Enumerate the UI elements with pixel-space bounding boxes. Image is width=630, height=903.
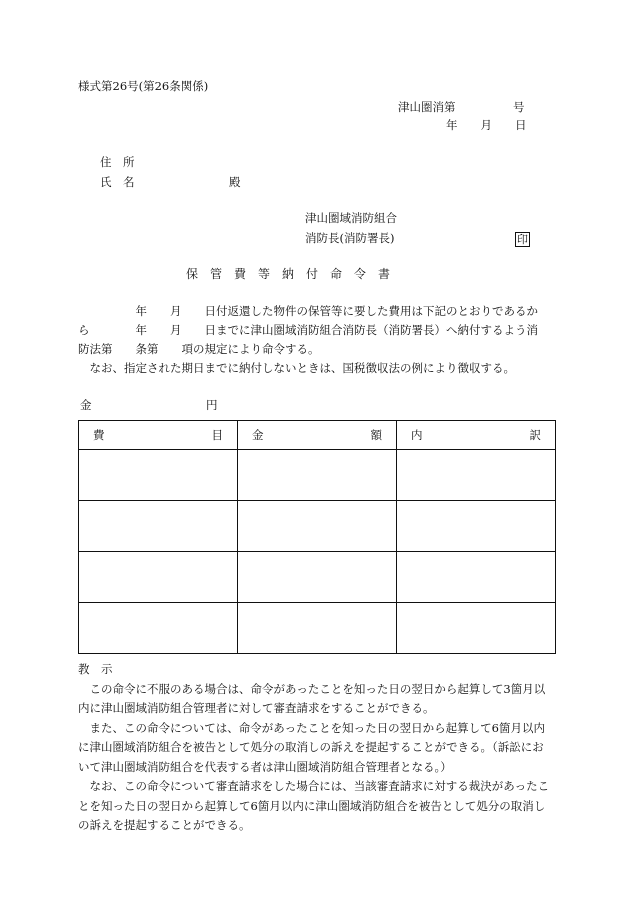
body-line-1: 年 月 日付返還した物件の保管等に要した費用は下記のとおりであるか bbox=[78, 304, 538, 318]
seal-mark bbox=[515, 231, 530, 247]
honorific: 殿 bbox=[229, 175, 241, 189]
table-row bbox=[79, 501, 556, 552]
fee-table bbox=[78, 420, 556, 654]
table-row bbox=[79, 450, 556, 501]
table-cell[interactable] bbox=[238, 552, 397, 603]
table-cell[interactable] bbox=[397, 552, 556, 603]
amount-label: 金 bbox=[80, 398, 92, 412]
issuer-organization: 津山圏域消防組合 bbox=[305, 211, 397, 225]
notice-paragraph-3: なお、この命令について審査請求をした場合には、当該審査請求に対する裁決があったことを知った日の翌日から起算して6箇月以内に津山圏域消防組合を被告として処分の取消しの訴えを提起することができる。 bbox=[78, 779, 550, 832]
header-breakdown: 内 訳 bbox=[397, 421, 556, 450]
table-cell[interactable] bbox=[79, 603, 238, 654]
name-label: 氏 名 bbox=[100, 175, 135, 189]
notice-paragraph-2: また、この命令については、命令があったことを知った日の翌日から起算して6箇月以内に津山圏域消防組合を被告として処分の取消しの訴えを提起することができる。（訴訟において津山圏域消防組合を代表する者は津山圏域消防組合管理者となる。） bbox=[78, 720, 545, 774]
table-row bbox=[79, 552, 556, 603]
seal-text: 印 bbox=[517, 233, 528, 246]
table-cell[interactable] bbox=[397, 603, 556, 654]
form-number: 様式第26号(第26条関係) bbox=[78, 79, 209, 93]
table-cell[interactable] bbox=[238, 501, 397, 552]
amount-unit: 円 bbox=[206, 398, 218, 412]
table-cell[interactable] bbox=[79, 501, 238, 552]
appeal-notice bbox=[78, 660, 552, 836]
notice-paragraph-1: この命令に不服のある場合は、命令があったことを知った日の翌日から起算して3箇月以内に津山圏域消防組合管理者に対して審査請求をすることができる。 bbox=[78, 681, 546, 715]
document-title: 保管費等納付命令書 bbox=[186, 267, 403, 281]
issue-date: 年 月 日 bbox=[446, 118, 527, 132]
address-label: 住 所 bbox=[100, 155, 135, 169]
body-line-3: 防法第 条第 項の規定により命令する。 bbox=[78, 342, 320, 356]
header-amount: 金 額 bbox=[238, 421, 397, 450]
table-cell[interactable] bbox=[79, 552, 238, 603]
header-expense-item: 費 目 bbox=[79, 421, 238, 450]
table-row bbox=[79, 603, 556, 654]
table-header-row bbox=[79, 421, 556, 450]
table-cell[interactable] bbox=[397, 450, 556, 501]
document-number: 津山圏消第 号 bbox=[398, 100, 525, 114]
body-line-4: なお、指定された期日までに納付しないときは、国税徴収法の例により徴収する。 bbox=[78, 361, 515, 375]
body-line-2: ら 年 月 日までに津山圏域消防組合消防長（消防署長）へ納付するよう消 bbox=[78, 323, 538, 337]
notice-heading: 教 示 bbox=[78, 662, 113, 676]
table-cell[interactable] bbox=[238, 450, 397, 501]
table-cell[interactable] bbox=[238, 603, 397, 654]
table-cell[interactable] bbox=[79, 450, 238, 501]
issuer-title: 消防長(消防署長) bbox=[305, 231, 395, 245]
table-cell[interactable] bbox=[397, 501, 556, 552]
